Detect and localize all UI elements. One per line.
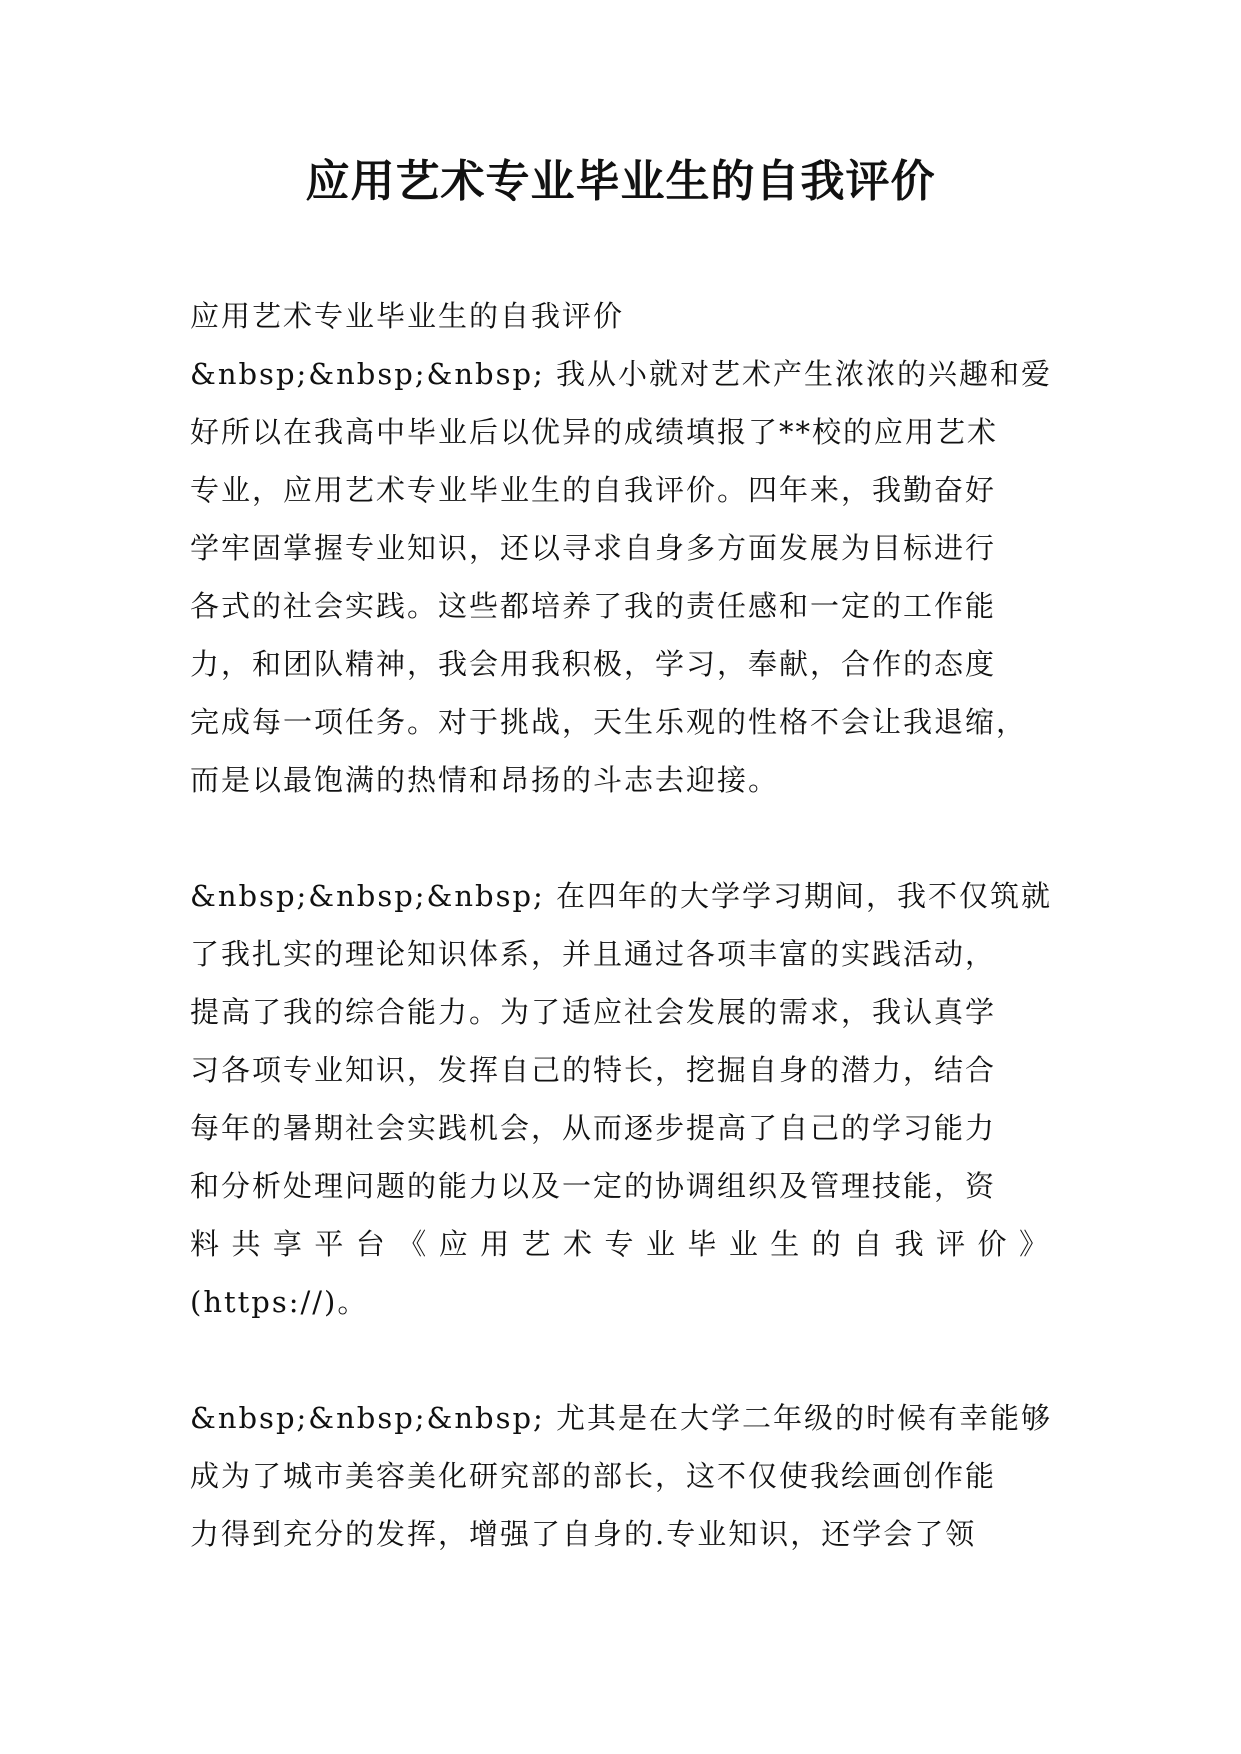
paragraph-2-line-4: 习各项专业知识，发挥自己的特长，挖掘自身的潜力，结合 (190, 1053, 997, 1087)
paragraph-1-line-5: 各式的社会实践。这些都培养了我的责任感和一定的工作能 (190, 589, 997, 623)
paragraph-2-line-3: 提高了我的综合能力。为了适应社会发展的需求，我认真学 (190, 995, 997, 1029)
paragraph-3-line-3: 力得到充分的发挥，增强了自身的.专业知识，还学会了领 (190, 1517, 977, 1551)
paragraph-2-line-2: 了我扎实的理论知识体系，并且通过各项丰富的实践活动， (190, 937, 997, 971)
paragraph-2-line-6: 和分析处理问题的能力以及一定的协调组织及管理技能，资 (190, 1169, 997, 1203)
paragraph-3-line-1: &nbsp;&nbsp;&nbsp; 尤其是在大学二年级的时候有幸能够 (190, 1401, 1053, 1435)
document-body (190, 287, 1053, 1563)
paragraph-2-line-5: 每年的暑期社会实践机会，从而逐步提高了自己的学习能力 (190, 1111, 997, 1145)
paragraph-2-line-8: (https://)。 (190, 1285, 369, 1319)
paragraph-1-line-3: 专业，应用艺术专业毕业生的自我评价。四年来，我勤奋好 (190, 473, 997, 507)
document-subtitle: 应用艺术专业毕业生的自我评价 (190, 299, 625, 333)
paragraph-gap (190, 1331, 1050, 1389)
paragraph-gap (190, 809, 1050, 867)
paragraph-2-line-7: 料共享平台《应用艺术专业毕业生的自我评价》 (190, 1227, 1050, 1261)
paragraph-1-line-4: 学牢固掌握专业知识，还以寻求自身多方面发展为目标进行 (190, 531, 997, 565)
paragraph-3-line-2: 成为了城市美容美化研究部的部长，这不仅使我绘画创作能 (190, 1459, 997, 1493)
document-title: 应用艺术专业毕业生的自我评价 (305, 156, 936, 207)
paragraph-1-line-2: 好所以在我高中毕业后以优异的成绩填报了**校的应用艺术 (190, 415, 999, 449)
paragraph-1-line-7: 完成每一项任务。对于挑战，天生乐观的性格不会让我退缩， (190, 705, 1028, 739)
paragraph-1-line-8: 而是以最饱满的热情和昂扬的斗志去迎接。 (190, 763, 780, 797)
paragraph-1-line-1: &nbsp;&nbsp;&nbsp; 我从小就对艺术产生浓浓的兴趣和爱 (190, 357, 1053, 391)
paragraph-2-line-1: &nbsp;&nbsp;&nbsp; 在四年的大学学习期间，我不仅筑就 (190, 879, 1053, 913)
paragraph-1-line-6: 力，和团队精神，我会用我积极，学习，奉献，合作的态度 (190, 647, 997, 681)
